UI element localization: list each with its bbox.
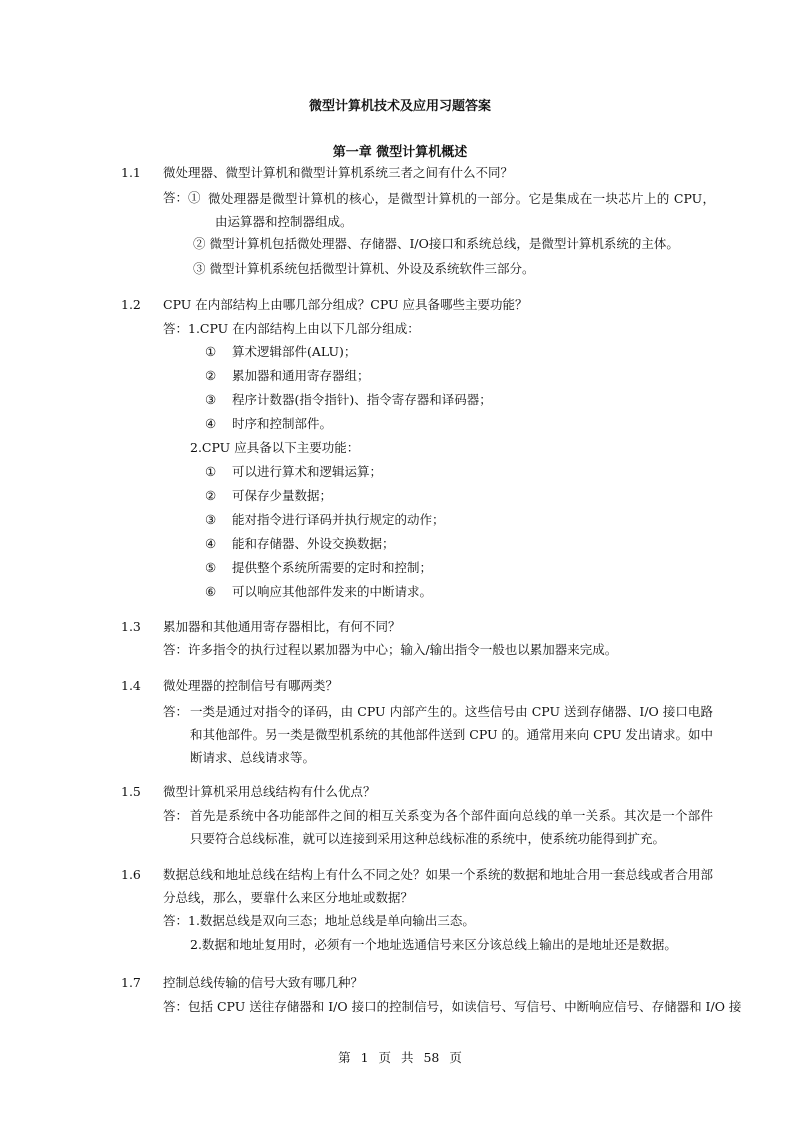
list-marker: ③	[205, 392, 217, 407]
answer-heading: 答：1.CPU 在内部结构上由以下几部分组成：	[163, 321, 420, 336]
page-footer: 第 1 页 共 58 页	[338, 1050, 462, 1065]
question-number: 1.6	[121, 867, 141, 882]
question-text: CPU 在内部结构上由哪几部分组成？CPU 应具备哪些主要功能？	[163, 297, 528, 312]
answer-text: ② 微型计算机包括微处理器、存储器、I/O接口和系统总线，是微型计算机系统的主体。	[193, 236, 679, 251]
list-marker: ④	[205, 536, 217, 551]
question-number: 1.4	[121, 678, 141, 693]
list-item: 能对指令进行译码并执行规定的动作；	[232, 512, 445, 527]
list-item: 可以响应其他部件发来的中断请求。	[232, 584, 433, 599]
list-marker: ②	[205, 368, 217, 383]
chapter-title: 第一章 微型计算机概述	[332, 145, 468, 160]
question-number: 1.7	[121, 975, 141, 990]
list-marker: ③	[205, 512, 217, 527]
list-item: 可以进行算术和逻辑运算；	[232, 464, 383, 479]
document-title: 微型计算机技术及应用习题答案	[308, 99, 491, 114]
answer-text: 微处理器是微型计算机的核心，是微型计算机的一部分。它是集成在一块芯片上的 CPU，由运算器和控制器组成。	[208, 191, 715, 229]
answer-text: ③ 微型计算机系统包括微型计算机、外设及系统软件三部分。	[193, 261, 535, 276]
list-item: 提供整个系统所需要的定时和控制；	[232, 560, 433, 575]
list-marker: ⑤	[205, 560, 217, 575]
list-marker: ①	[205, 344, 217, 359]
answer-text: 一类是通过对指令的译码，由 CPU 内部产生的。这些信号由 CPU 送到存储器、I/O 接口电路和其他部件。另一类是微型机系统的其他部件送到 CPU 的。通常用来向 CPU 发出请求。如中断请求、总线请求等。	[190, 704, 713, 765]
question-number: 1.3	[121, 619, 141, 634]
question-number: 1.2	[121, 297, 141, 312]
answer-prefix: 答：	[163, 808, 189, 823]
list-marker: ④	[205, 416, 217, 431]
question-text: 微型计算机采用总线结构有什么优点？	[163, 784, 376, 799]
question-number: 1.5	[121, 784, 141, 799]
question-text: 数据总线和地址总线在结构上有什么不同之处？如果一个系统的数据和地址合用一套总线或者合用部分总线，那么，要靠什么来区分地址或数据？	[163, 867, 714, 905]
question-text: 微处理器的控制信号有哪两类？	[163, 678, 339, 693]
question-text: 累加器和其他通用寄存器相比，有何不同？	[163, 619, 401, 634]
question-number: 1.1	[121, 165, 141, 180]
list-item: 算术逻辑部件(ALU)；	[232, 344, 357, 359]
answer-heading: 2.CPU 应具备以下主要功能：	[190, 440, 360, 455]
answer-prefix: 答：①	[163, 190, 201, 205]
answer-text: 答：许多指令的执行过程以累加器为中心；输入/输出指令一般也以累加器来完成。	[163, 642, 618, 657]
answer-text: 2.数据和地址复用时，必须有一个地址选通信号来区分该总线上输出的是地址还是数据。	[190, 937, 677, 952]
answer-prefix: 答：	[163, 704, 189, 719]
answer-text: 答：包括 CPU 送往存储器和 I/O 接口的控制信号，如读信号、写信号、中断响应信号、存储器和 I/O 接	[163, 999, 742, 1014]
question-text: 控制总线传输的信号大致有哪几种？	[163, 975, 364, 990]
question-text: 微处理器、微型计算机和微型计算机系统三者之间有什么不同？	[163, 165, 514, 180]
list-marker: ①	[205, 464, 217, 479]
list-item: 时序和控制部件。	[232, 416, 333, 431]
list-marker: ⑥	[205, 584, 217, 599]
answer-text: 答：1.数据总线是双向三态；地址总线是单向输出三态。	[163, 913, 475, 928]
answer-text: 首先是系统中各功能部件之间的相互关系变为各个部件面向总线的单一关系。其次是一个部件只要符合总线标准，就可以连接到采用这种总线标准的系统中，使系统功能得到扩充。	[190, 808, 713, 846]
list-marker: ②	[205, 488, 217, 503]
list-item: 程序计数器(指令指针)、指令寄存器和译码器；	[232, 392, 492, 407]
list-item: 累加器和通用寄存器组；	[232, 368, 370, 383]
list-item: 能和存储器、外设交换数据；	[232, 536, 395, 551]
list-item: 可保存少量数据；	[232, 488, 333, 503]
